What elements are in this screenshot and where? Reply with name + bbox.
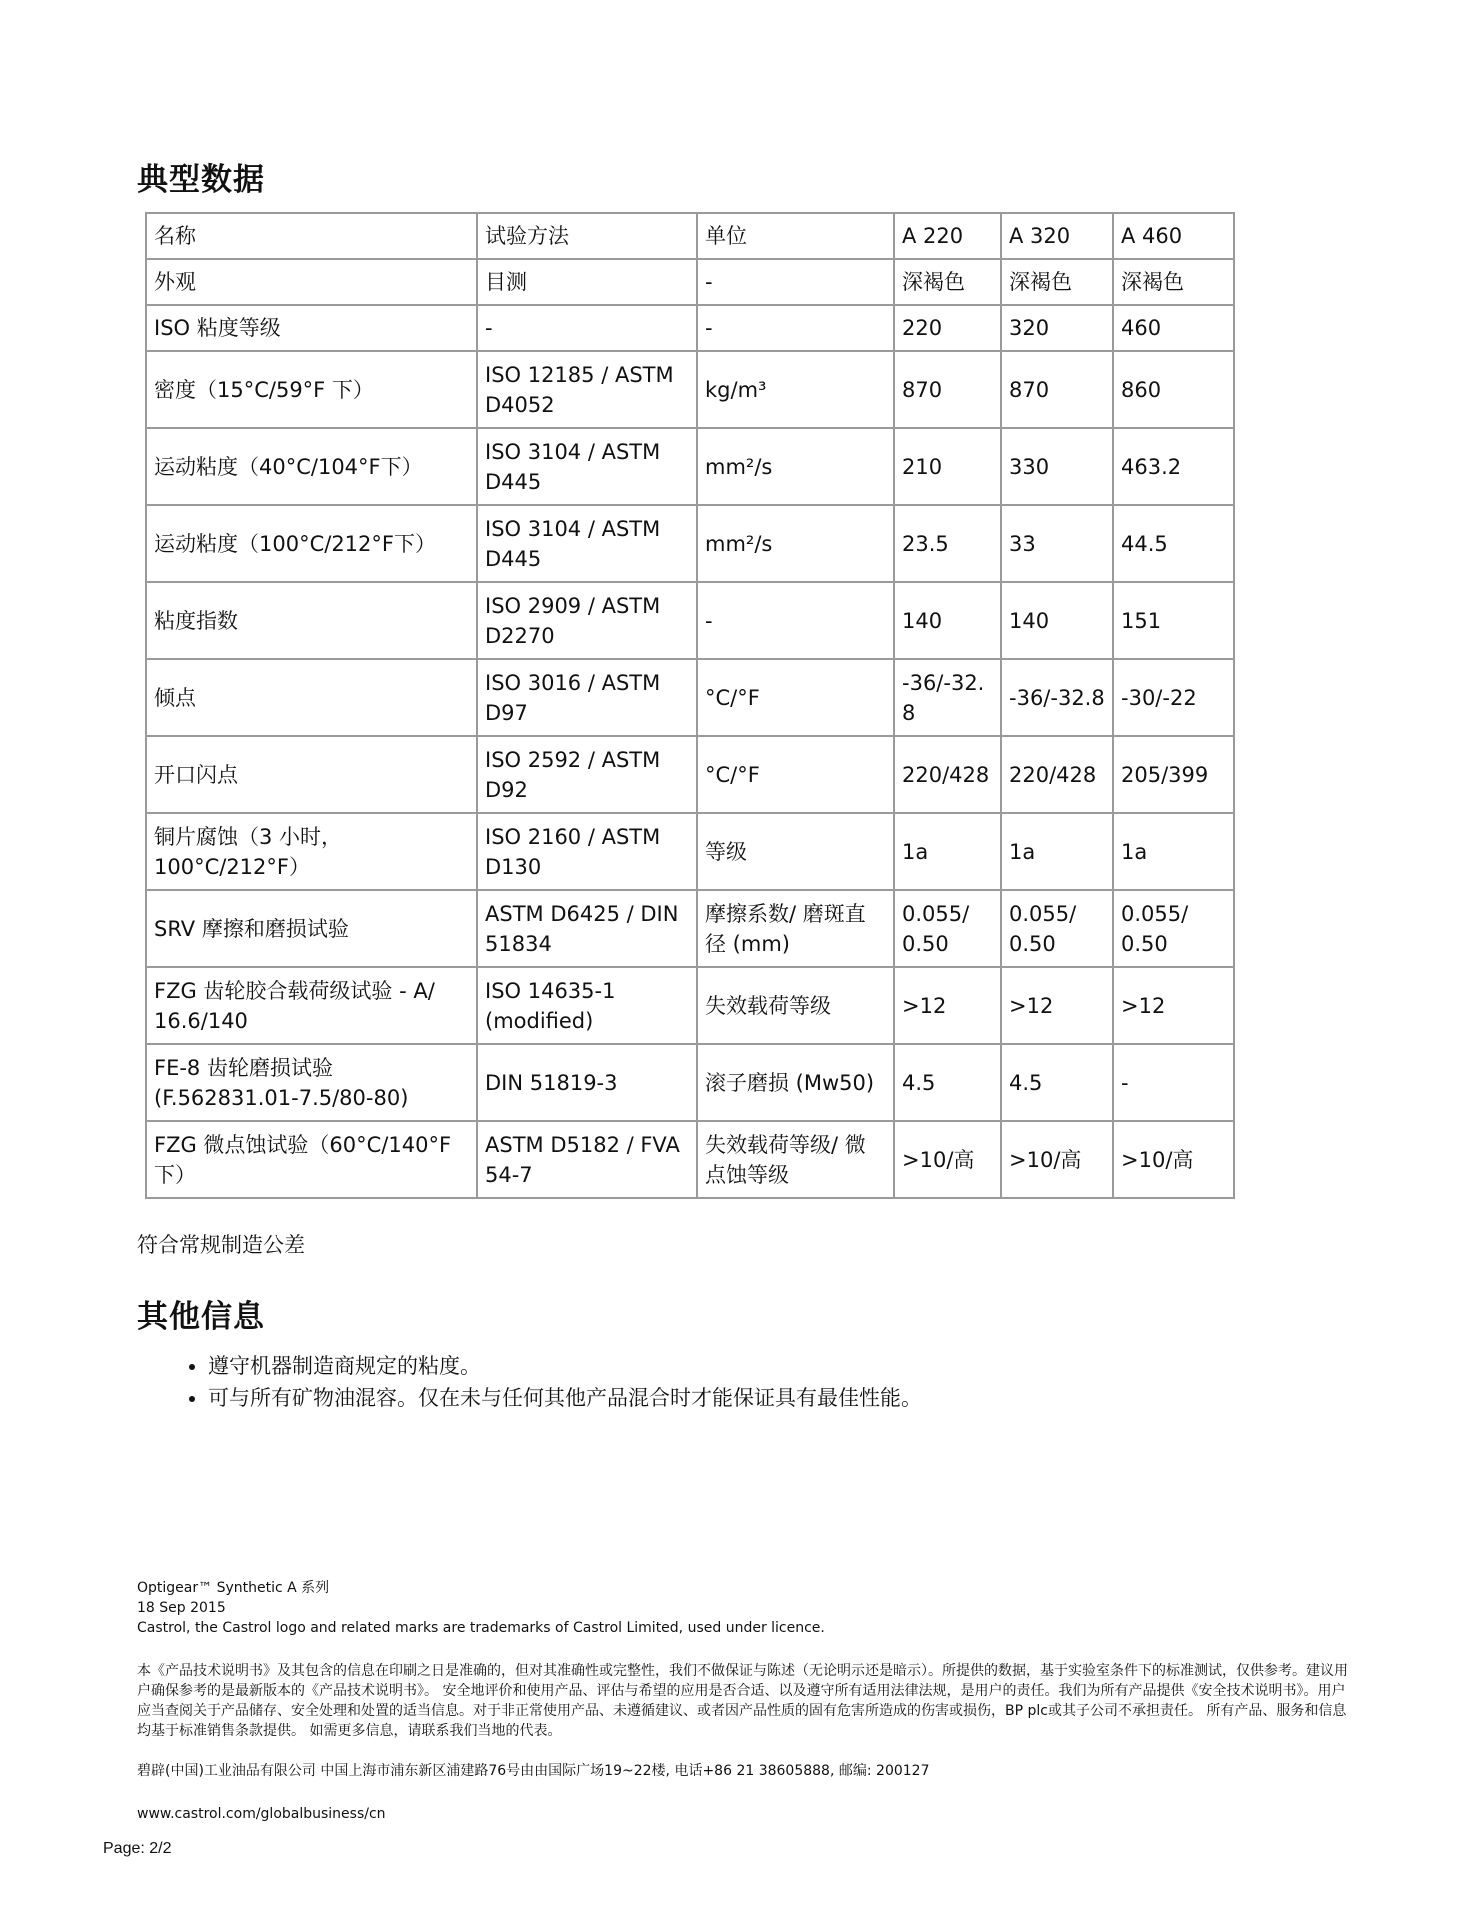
table-cell: 倾点 — [146, 659, 477, 736]
table-cell: 0.055/ 0.50 — [1001, 890, 1113, 967]
table-cell: -36/-32.8 — [1001, 659, 1113, 736]
table-cell: >10/高 — [894, 1121, 1001, 1198]
table-cell: 铜片腐蚀（3 小时，100°C/212°F） — [146, 813, 477, 890]
table-cell: 460 — [1113, 305, 1234, 351]
table-cell: 摩擦系数/ 磨斑直径 (mm) — [697, 890, 894, 967]
table-cell: 运动粘度（40°C/104°F下） — [146, 428, 477, 505]
table-cell: >12 — [1113, 967, 1234, 1044]
table-cell: °C/°F — [697, 659, 894, 736]
table-cell: 33 — [1001, 505, 1113, 582]
table-cell: ISO 2909 / ASTM D2270 — [477, 582, 697, 659]
table-cell: 860 — [1113, 351, 1234, 428]
list-item: • 遵守机器制造商规定的粘度。 — [208, 1350, 1308, 1382]
table-cell: ISO 2592 / ASTM D92 — [477, 736, 697, 813]
table-cell: - — [697, 259, 894, 305]
table-cell: FE-8 齿轮磨损试验 (F.562831.01-7.5/80-80) — [146, 1044, 477, 1121]
table-cell: DIN 51819-3 — [477, 1044, 697, 1121]
table-cell: 开口闪点 — [146, 736, 477, 813]
table-cell: >12 — [1001, 967, 1113, 1044]
table-cell: 140 — [894, 582, 1001, 659]
table-cell: ISO 3016 / ASTM D97 — [477, 659, 697, 736]
table-cell: mm²/s — [697, 505, 894, 582]
col-header-name: 名称 — [146, 213, 477, 259]
footer-disclaimer: 本《产品技术说明书》及其包含的信息在印刷之日是准确的，但对其准确性或完整性，我们不做保证与陈述（无论明示还是暗示）。所提供的数据，基于实验室条件下的标准测试，仅供参考。建议用户确保参考的是最新版本的《产品技术说明书》。 安全地评价和使用产品、评估与希望的应用是否合适、以及遵守所有适用法律法规，是用户的责任。我们为所有产品提供《安全技术说明书》。用户应当查阅关于产品储存、安全处理和处置的适当信息。对于非正常使用产品、未遵循建议、或者因产品性质的固有危害所造成的伤害或损伤，BP plc或其子公司不承担责任。 所有产品、服务和信息均基于标准销售条款提供。 如需更多信息，请联系我们当地的代表。 — [137, 1663, 1348, 1739]
table-row — [146, 505, 1234, 582]
table-cell: 210 — [894, 428, 1001, 505]
table-cell: 失效载荷等级/ 微点蚀等级 — [697, 1121, 894, 1198]
table-row — [146, 428, 1234, 505]
table-cell: 1a — [1001, 813, 1113, 890]
table-row — [146, 967, 1234, 1044]
table-row — [146, 813, 1234, 890]
table-cell: FZG 齿轮胶合载荷级试验 - A/ 16.6/140 — [146, 967, 477, 1044]
table-cell: 330 — [1001, 428, 1113, 505]
table-cell: - — [477, 305, 697, 351]
col-header-method: 试验方法 — [477, 213, 697, 259]
table-cell: ISO 粘度等级 — [146, 305, 477, 351]
footer-trademark: Castrol, the Castrol logo and related marks are trademarks of Castrol Limited, used under licence. — [137, 1620, 825, 1636]
table-cell: 深褐色 — [1113, 259, 1234, 305]
table-cell: 320 — [1001, 305, 1113, 351]
table-cell: 4.5 — [1001, 1044, 1113, 1121]
typical-data-table — [145, 212, 1235, 1199]
table-row — [146, 890, 1234, 967]
table-cell: - — [697, 582, 894, 659]
table-cell: 密度（15°C/59°F 下） — [146, 351, 477, 428]
table-cell: ISO 3104 / ASTM D445 — [477, 428, 697, 505]
table-cell: >12 — [894, 967, 1001, 1044]
table-cell: SRV 摩擦和磨损试验 — [146, 890, 477, 967]
table-row — [146, 659, 1234, 736]
table-cell: ASTM D6425 / DIN 51834 — [477, 890, 697, 967]
table-cell: FZG 微点蚀试验（60°C/140°F下） — [146, 1121, 477, 1198]
table-cell: 外观 — [146, 259, 477, 305]
col-header-a220: A 220 — [894, 213, 1001, 259]
tolerance-note: 符合常规制造公差 — [137, 1233, 305, 1257]
table-cell: 205/399 — [1113, 736, 1234, 813]
col-header-unit: 单位 — [697, 213, 894, 259]
list-item: • 可与所有矿物油混容。仅在未与任何其他产品混合时才能保证具有最佳性能。 — [208, 1382, 1308, 1414]
table-cell: ASTM D5182 / FVA 54-7 — [477, 1121, 697, 1198]
footer-website-link[interactable]: www.castrol.com/globalbusiness/cn — [137, 1806, 386, 1822]
typical-data-heading: 典型数据 — [137, 162, 265, 198]
table-cell: 运动粘度（100°C/212°F下） — [146, 505, 477, 582]
table-cell: 1a — [894, 813, 1001, 890]
table-cell: 深褐色 — [894, 259, 1001, 305]
col-header-a460: A 460 — [1113, 213, 1234, 259]
table-row — [146, 1044, 1234, 1121]
table-cell: 140 — [1001, 582, 1113, 659]
table-cell: ISO 2160 / ASTM D130 — [477, 813, 697, 890]
table-row — [146, 351, 1234, 428]
table-cell: 0.055/ 0.50 — [894, 890, 1001, 967]
table-cell: ISO 14635-1 (modified) — [477, 967, 697, 1044]
table-cell: 220 — [894, 305, 1001, 351]
table-row — [146, 582, 1234, 659]
table-cell: 870 — [1001, 351, 1113, 428]
table-cell: 44.5 — [1113, 505, 1234, 582]
table-cell: >10/高 — [1113, 1121, 1234, 1198]
other-info-heading: 其他信息 — [137, 1299, 265, 1335]
table-cell: 220/428 — [894, 736, 1001, 813]
table-cell: - — [1113, 1044, 1234, 1121]
table-row — [146, 259, 1234, 305]
table-row — [146, 736, 1234, 813]
table-cell: mm²/s — [697, 428, 894, 505]
table-cell: ISO 12185 / ASTM D4052 — [477, 351, 697, 428]
table-cell: 220/428 — [1001, 736, 1113, 813]
col-header-a320: A 320 — [1001, 213, 1113, 259]
footer-company-address: 碧辟(中国)工业油品有限公司 中国上海市浦东新区浦建路76号由由国际广场19~22楼, 电话+86 21 38605888, 邮编: 200127 — [137, 1763, 930, 1779]
footer-date: 18 Sep 2015 — [137, 1600, 226, 1616]
table-cell: 1a — [1113, 813, 1234, 890]
table-cell: 463.2 — [1113, 428, 1234, 505]
table-cell: 4.5 — [894, 1044, 1001, 1121]
footer-product-name: Optigear™ Synthetic A 系列 — [137, 1580, 330, 1596]
table-cell: kg/m³ — [697, 351, 894, 428]
table-row — [146, 305, 1234, 351]
table-cell: -30/-22 — [1113, 659, 1234, 736]
table-header-row — [146, 213, 1234, 259]
table-cell: °C/°F — [697, 736, 894, 813]
table-cell: -36/-32.8 — [894, 659, 1001, 736]
page-number: Page: 2/2 — [103, 1840, 172, 1857]
table-cell: 失效载荷等级 — [697, 967, 894, 1044]
table-cell: - — [697, 305, 894, 351]
table-cell: 粘度指数 — [146, 582, 477, 659]
table-cell: 870 — [894, 351, 1001, 428]
table-cell: 23.5 — [894, 505, 1001, 582]
table-cell: 深褐色 — [1001, 259, 1113, 305]
table-cell: 目测 — [477, 259, 697, 305]
table-cell: >10/高 — [1001, 1121, 1113, 1198]
table-row — [146, 1121, 1234, 1198]
other-info-list — [176, 1350, 1308, 1414]
table-cell: 151 — [1113, 582, 1234, 659]
table-cell: 0.055/ 0.50 — [1113, 890, 1234, 967]
table-cell: 滚子磨损 (Mw50) — [697, 1044, 894, 1121]
table-cell: 等级 — [697, 813, 894, 890]
table-cell: ISO 3104 / ASTM D445 — [477, 505, 697, 582]
